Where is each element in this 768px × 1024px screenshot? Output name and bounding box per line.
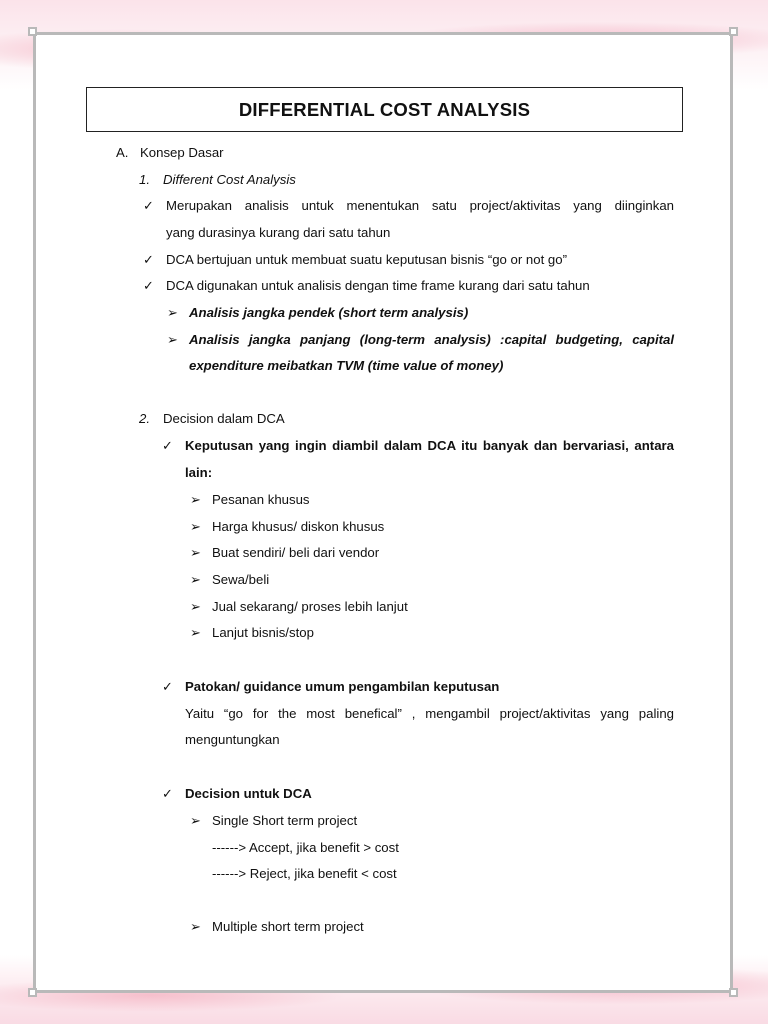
document-title: DIFFERENTIAL COST ANALYSIS	[238, 98, 531, 120]
arrow-bullet-icon: ➢	[167, 332, 178, 347]
accept-rule: ------> Accept, jika benefit > cost	[212, 840, 399, 855]
check-icon: ✓	[143, 278, 154, 293]
frame-corner-top-right	[729, 27, 738, 36]
section-a-marker: A.	[116, 145, 129, 160]
check-icon: ✓	[162, 679, 173, 694]
single-project-item: Single Short term project	[212, 813, 358, 828]
arrow-bullet-icon: ➢	[190, 572, 201, 587]
reject-rule: ------> Reject, jika benefit < cost	[212, 866, 397, 881]
sub1-bullet1-line2: yang durasinya kurang dari satu tahun	[166, 225, 391, 240]
sub1-bullet1-line1: Merupakan analisis untuk menentukan satu project/aktivitas yang diinginkan	[166, 198, 674, 213]
item-2-marker: 2.	[139, 411, 150, 426]
option-item: Buat sendiri/ beli dari vendor	[212, 545, 380, 560]
check-icon: ✓	[162, 786, 173, 801]
arrow-bullet-icon: ➢	[190, 599, 201, 614]
sub1-heading: Different Cost Analysis	[163, 172, 296, 187]
frame-corner-top-left	[28, 27, 37, 36]
sub1-bullet2: DCA bertujuan untuk membuat suatu keputusan bisnis “go or not go”	[166, 252, 567, 267]
sub1-arrow2-line1: Analisis jangka panjang (long-term analysis) :capital budgeting, capital	[189, 332, 674, 347]
sub2-check3: Decision untuk DCA	[185, 786, 312, 801]
option-item: Lanjut bisnis/stop	[212, 625, 314, 640]
arrow-bullet-icon: ➢	[190, 519, 201, 534]
arrow-bullet-icon: ➢	[190, 492, 201, 507]
sub2-check2: Patokan/ guidance umum pengambilan keputusan	[185, 679, 500, 694]
arrow-bullet-icon: ➢	[190, 813, 201, 828]
option-item: Sewa/beli	[212, 572, 270, 587]
item-1-marker: 1.	[139, 172, 150, 187]
sub1-bullet3: DCA digunakan untuk analisis dengan time frame kurang dari satu tahun	[166, 278, 590, 293]
arrow-bullet-icon: ➢	[190, 625, 201, 640]
multiple-project-item: Multiple short term project	[212, 919, 364, 934]
sub1-arrow1: Analisis jangka pendek (short term analysis)	[189, 305, 469, 320]
check-icon: ✓	[162, 438, 173, 453]
check-icon: ✓	[143, 252, 154, 267]
option-item: Jual sekarang/ proses lebih lanjut	[212, 599, 408, 614]
arrow-bullet-icon: ➢	[190, 545, 201, 560]
title-box	[86, 87, 683, 132]
sub2-heading: Decision dalam DCA	[163, 411, 285, 426]
sub2-check2-text-line2: menguntungkan	[185, 732, 280, 747]
frame-corner-bottom-left	[28, 988, 37, 997]
arrow-bullet-icon: ➢	[190, 919, 201, 934]
sub1-arrow2-line2: expenditure meibatkan TVM (time value of money)	[189, 358, 504, 373]
section-a-heading: Konsep Dasar	[140, 145, 224, 160]
frame-corner-bottom-right	[729, 988, 738, 997]
option-item: Harga khusus/ diskon khusus	[212, 519, 385, 534]
check-icon: ✓	[143, 198, 154, 213]
sub2-check1-line1: Keputusan yang ingin diambil dalam DCA itu banyak dan bervariasi, antara	[185, 438, 674, 453]
sub2-check2-text-line1: Yaitu “go for the most benefical” , mengambil project/aktivitas yang paling	[185, 706, 674, 721]
option-item: Pesanan khusus	[212, 492, 310, 507]
arrow-bullet-icon: ➢	[167, 305, 178, 320]
sub2-check1-line2: lain:	[185, 465, 213, 480]
